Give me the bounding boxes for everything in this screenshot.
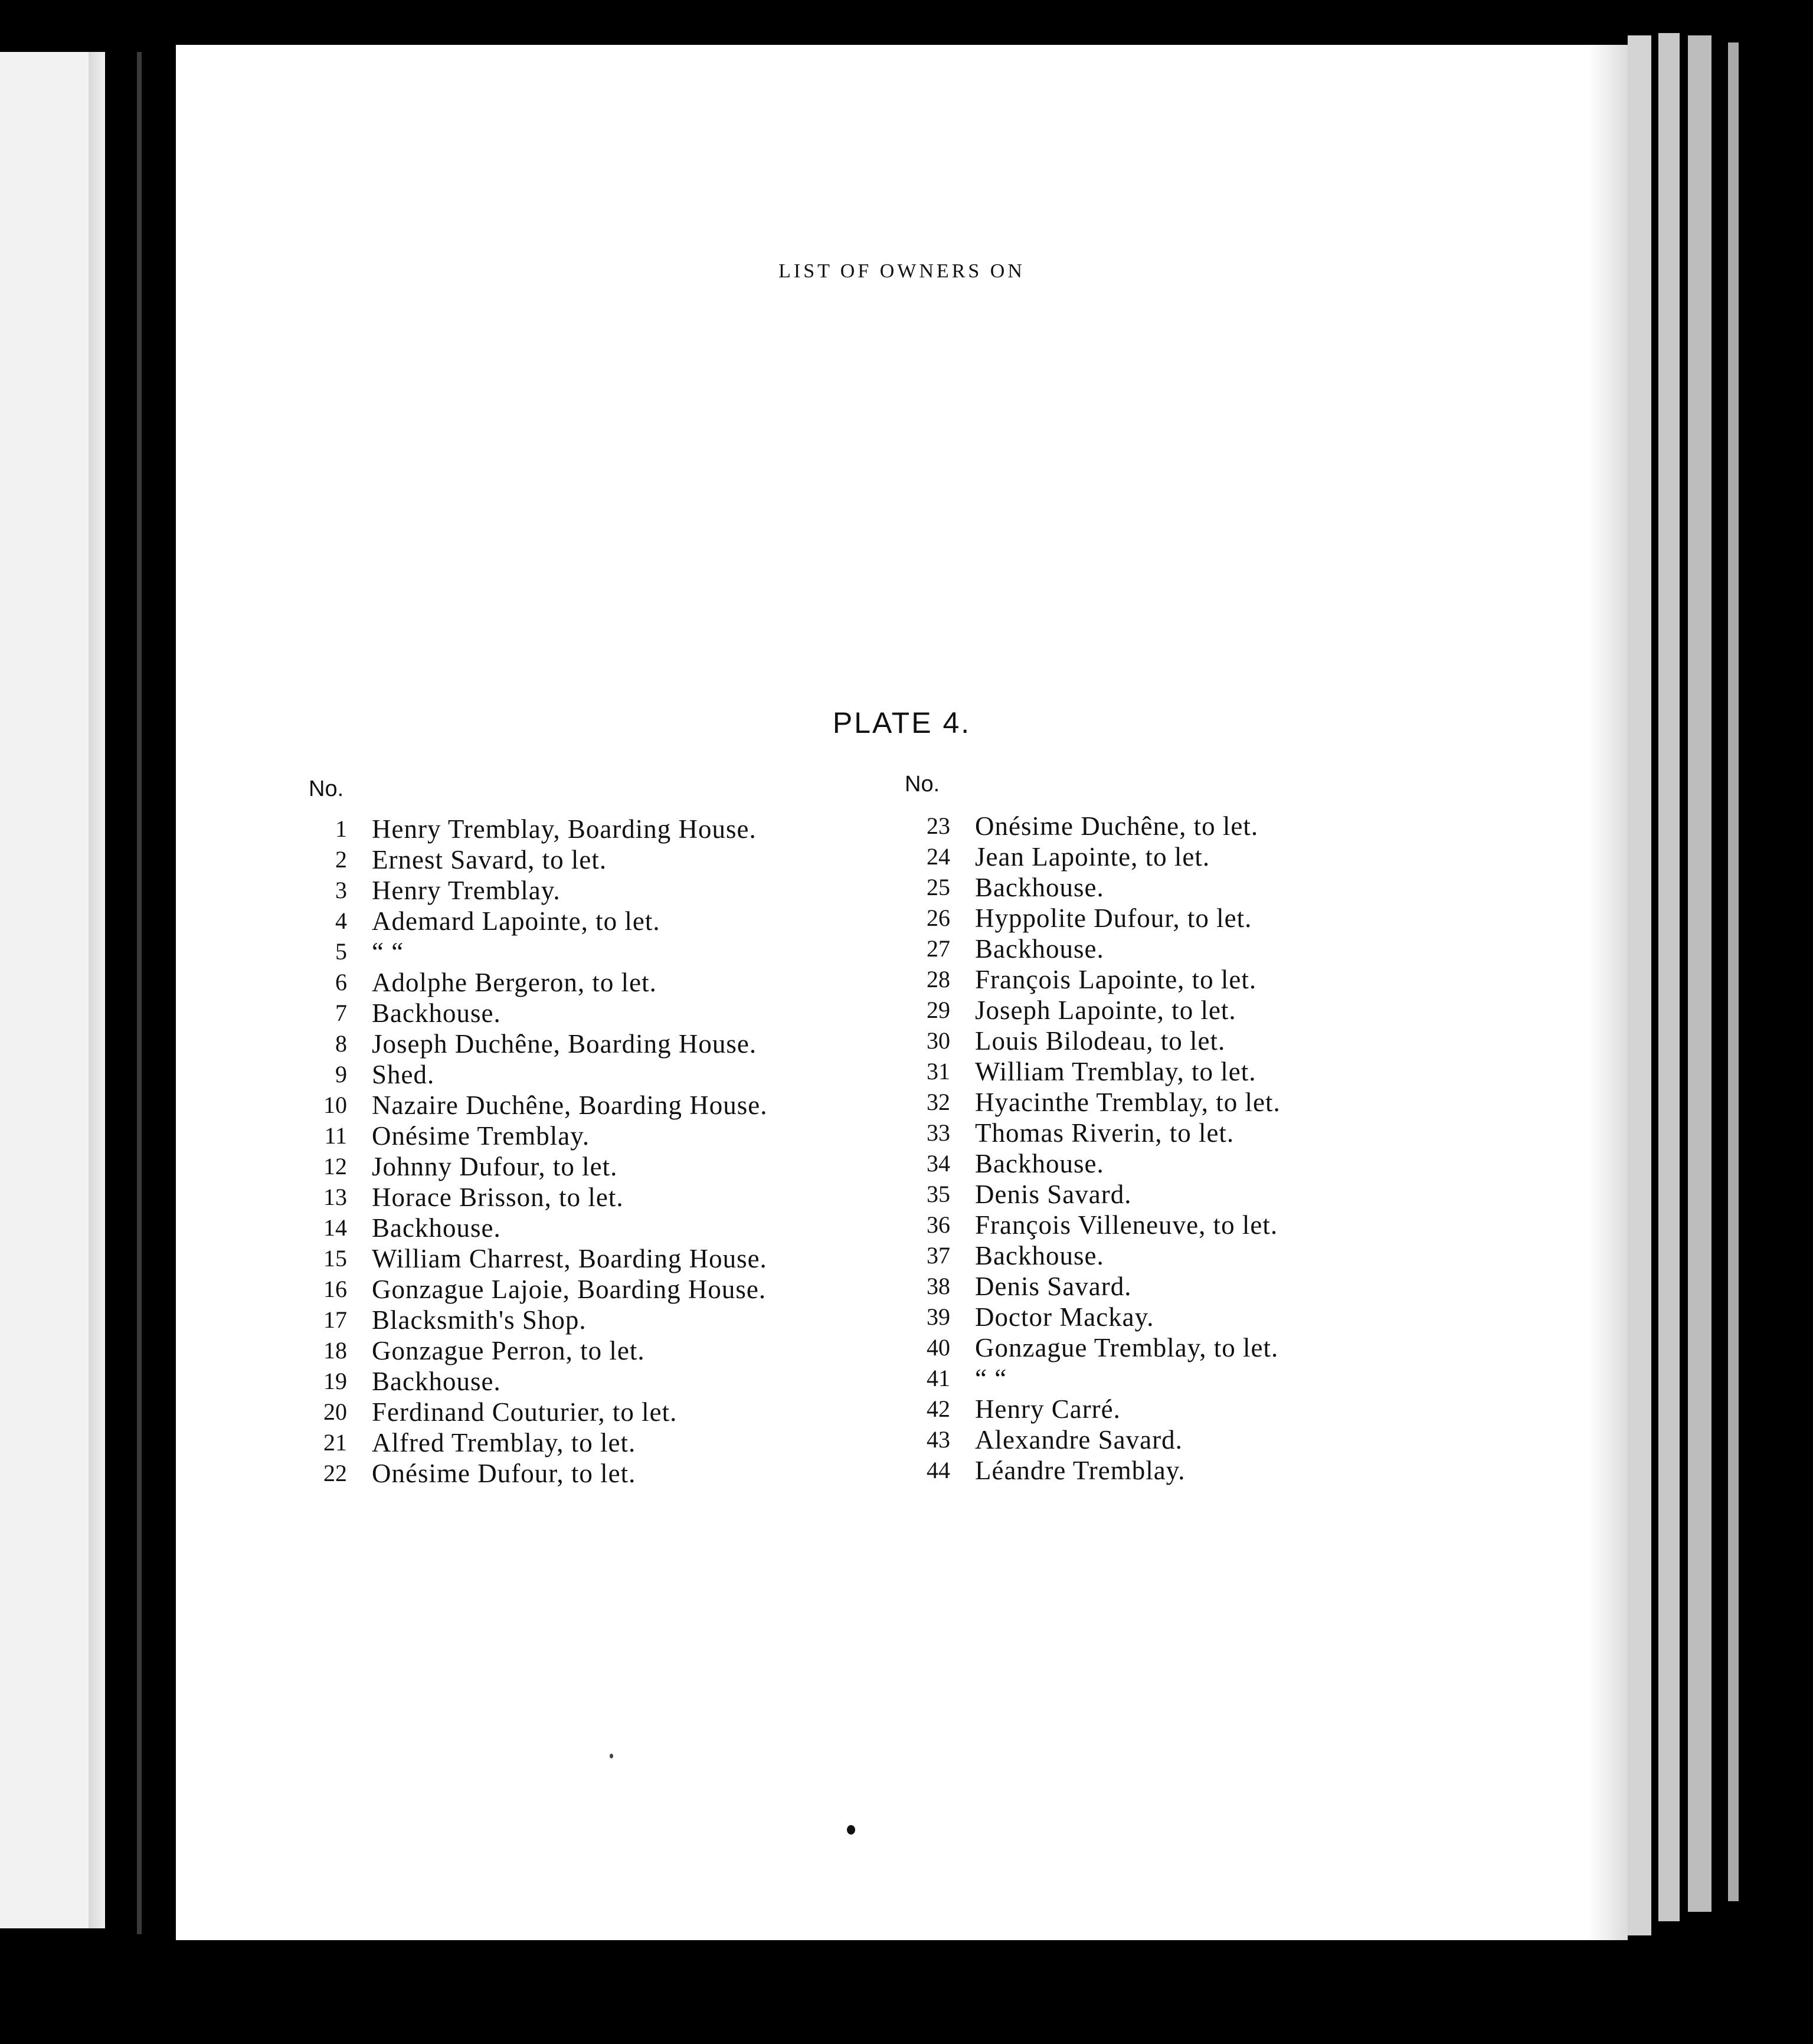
entry-owner: Alfred Tremblay, to let. [372,1428,636,1457]
owner-entry [891,841,1540,872]
page-edge [1628,35,1651,1935]
entry-owner: Backhouse. [975,873,1104,902]
right-owner-list [891,811,1540,1486]
owner-entry [891,1424,1540,1455]
entry-owner: François Lapointe, to let. [975,965,1257,994]
owner-entry [288,1090,878,1121]
owner-entry [891,1148,1540,1179]
owner-entry [891,1118,1540,1148]
running-head: LIST OF OWNERS ON [778,260,1025,282]
entry-owner: Shed. [372,1060,435,1089]
entry-number: 21 [323,1429,347,1456]
entry-owner: Léandre Tremblay. [975,1456,1186,1485]
owner-entry [891,964,1540,995]
entry-number: 23 [927,813,950,839]
document-page [176,45,1628,1940]
owner-entry [891,1332,1540,1363]
entry-owner: Backhouse. [975,1149,1104,1178]
owner-entry [891,1271,1540,1302]
ink-dot [847,1825,855,1835]
entry-owner: Backhouse. [372,1213,501,1243]
entry-owner: Onésime Tremblay. [372,1121,590,1151]
entry-owner: Joseph Lapointe, to let. [975,995,1236,1025]
owner-entry [288,967,878,998]
entry-number: 4 [335,908,347,934]
entry-owner: Denis Savard. [975,1180,1132,1209]
entry-number: 7 [335,1000,347,1026]
entry-number: 29 [927,997,950,1023]
owner-entry [288,875,878,906]
page-edge [1688,35,1711,1912]
entry-number: 26 [927,905,950,931]
entry-owner: Thomas Riverin, to let. [975,1118,1235,1148]
owner-entry [288,1151,878,1182]
entry-owner: François Villeneuve, to let. [975,1210,1278,1240]
owner-entry [288,1213,878,1243]
owner-entry [288,1397,878,1427]
entry-number: 33 [927,1119,950,1146]
entry-owner: Gonzague Lajoie, Boarding House. [372,1275,767,1304]
owner-entry [891,903,1540,933]
entry-number: 17 [323,1306,347,1333]
owner-entry [288,906,878,936]
entry-owner: Johnny Dufour, to let. [372,1152,618,1181]
entry-owner: Backhouse. [372,1367,501,1396]
entry-number: 11 [324,1122,347,1149]
entry-owner: “ “ [372,937,404,967]
owner-entry [288,1243,878,1274]
owner-entry [288,1028,878,1059]
owner-entry [891,1302,1540,1332]
entry-number: 44 [927,1457,950,1483]
owner-entry [288,936,878,967]
entry-number: 10 [323,1092,347,1118]
owner-entry [891,1087,1540,1118]
entry-owner: Denis Savard. [975,1272,1132,1301]
owner-entry [891,1455,1540,1486]
owner-entry [288,1305,878,1335]
entry-number: 22 [323,1460,347,1486]
entry-number: 27 [927,935,950,962]
entry-number: 42 [927,1396,950,1422]
entry-owner: Onésime Duchêne, to let. [975,811,1259,841]
entry-number: 2 [335,846,347,873]
entry-owner: Gonzague Perron, to let. [372,1336,645,1365]
entry-number: 31 [927,1058,950,1085]
entry-number: 15 [323,1245,347,1272]
entry-number: 8 [335,1030,347,1057]
entry-number: 24 [927,843,950,870]
entry-owner: Hyppolite Dufour, to let. [975,903,1252,933]
entry-owner: Henry Carré. [975,1394,1121,1424]
entry-owner: Nazaire Duchêne, Boarding House. [372,1090,768,1120]
facing-page-shadow [89,52,106,1928]
entry-number: 32 [927,1089,950,1115]
entry-owner: Joseph Duchêne, Boarding House. [372,1029,757,1059]
left-owner-list [288,814,878,1489]
entry-owner: Gonzague Tremblay, to let. [975,1333,1279,1362]
entry-owner: Hyacinthe Tremblay, to let. [975,1087,1281,1117]
entry-number: 36 [927,1211,950,1238]
entry-number: 28 [927,966,950,992]
owner-entry [891,872,1540,903]
owner-entry [891,1056,1540,1087]
entry-number: 18 [323,1337,347,1364]
entry-number: 38 [927,1273,950,1299]
entry-owner: Backhouse. [975,934,1104,964]
owner-entry [288,1274,878,1305]
owner-entry [288,1182,878,1213]
entry-number: 19 [323,1368,347,1394]
entry-number: 16 [323,1276,347,1302]
owner-entry [288,998,878,1028]
entry-number: 39 [927,1303,950,1330]
entry-number: 20 [323,1398,347,1425]
entry-owner: Onésime Dufour, to let. [372,1459,636,1488]
entry-number: 35 [927,1181,950,1207]
entry-number: 34 [927,1150,950,1177]
owner-entry [288,1335,878,1366]
entry-owner: Alexandre Savard. [975,1425,1183,1455]
entry-number: 43 [927,1426,950,1453]
entry-number: 40 [927,1334,950,1361]
left-column-heading: No. [309,777,344,801]
right-column-heading: No. [905,772,940,797]
entry-owner: Ferdinand Couturier, to let. [372,1397,678,1427]
entry-number: 1 [335,815,347,842]
entry-number: 12 [323,1153,347,1180]
entry-owner: Doctor Mackay. [975,1302,1154,1332]
entry-owner: Backhouse. [372,998,501,1028]
entry-number: 41 [927,1365,950,1391]
entry-owner: Backhouse. [975,1241,1104,1270]
owner-entry [288,1059,878,1090]
owner-entry [288,1121,878,1151]
page-edge [1658,33,1680,1921]
page-edge [1728,42,1739,1901]
owner-entry [891,933,1540,964]
plate-title: PLATE 4. [832,706,971,739]
entry-owner: Louis Bilodeau, to let. [975,1026,1226,1056]
entry-number: 5 [335,938,347,965]
owner-entry [891,1240,1540,1271]
owner-entry [288,814,878,844]
entry-number: 9 [335,1061,347,1087]
owner-entry [288,1427,878,1458]
entry-owner: Adolphe Bergeron, to let. [372,968,657,997]
entry-owner: Ademard Lapointe, to let. [372,906,660,936]
entry-number: 6 [335,969,347,995]
owner-entry [891,811,1540,841]
entry-owner: “ “ [975,1364,1007,1393]
owner-entry [891,1026,1540,1056]
entry-number: 13 [323,1184,347,1210]
entry-number: 14 [323,1214,347,1241]
entry-owner: Blacksmith's Shop. [372,1305,587,1335]
spine-line [137,52,142,1934]
owner-entry [891,1363,1540,1394]
entry-number: 37 [927,1242,950,1269]
entry-owner: William Tremblay, to let. [975,1057,1256,1086]
entry-owner: Ernest Savard, to let. [372,845,607,874]
entry-owner: Henry Tremblay, Boarding House. [372,814,757,844]
ink-speck [610,1754,613,1758]
owner-entry [891,995,1540,1026]
owner-entry [891,1210,1540,1240]
entry-owner: Jean Lapointe, to let. [975,842,1210,872]
page-shade [1588,45,1628,1940]
entry-number: 30 [927,1027,950,1054]
owner-entry [891,1179,1540,1210]
owner-entry [288,1366,878,1397]
entry-owner: Henry Tremblay. [372,876,561,905]
owner-entry [288,844,878,875]
entry-owner: Horace Brisson, to let. [372,1182,624,1212]
entry-number: 25 [927,874,950,900]
entry-number: 3 [335,877,347,903]
owner-entry [288,1458,878,1489]
entry-owner: William Charrest, Boarding House. [372,1244,767,1273]
owner-entry [891,1394,1540,1424]
